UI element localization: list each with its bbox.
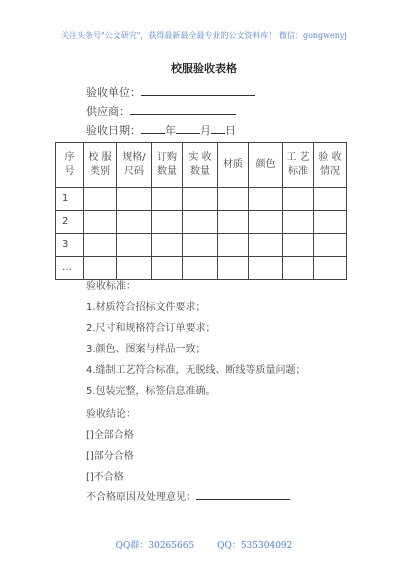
table-cell[interactable] [84,211,117,234]
column-header-text: 材质 [223,159,243,170]
day-input-line[interactable] [211,122,225,134]
table-cell[interactable] [117,211,152,234]
unit-field [86,84,255,100]
inspection-table [55,142,347,280]
table-cell[interactable] [218,234,249,257]
column-header [152,143,183,188]
unit-label: 验收单位： [86,86,141,99]
table-cell[interactable] [249,257,283,280]
table-cell[interactable] [152,211,183,234]
column-header-text: 订购 [157,152,177,163]
table-cell[interactable] [249,234,283,257]
column-header-text: 类别 [90,166,110,177]
supplier-label: 供应商： [86,105,130,118]
column-header [117,143,152,188]
footer-qq: QQ：535304092 [217,541,293,551]
table-row [56,234,347,257]
supplier-field [86,103,236,119]
standard-item: 1.材质符合招标文件要求； [86,302,206,313]
table-cell[interactable] [183,234,218,257]
year-label: 年 [165,124,176,137]
column-header-text: 实 收 [188,152,212,163]
table-cell[interactable] [314,234,347,257]
conclusion-heading: 验收结论： [86,409,136,420]
standard-item: 3.颜色、图案与样品一致； [86,344,206,355]
column-header-text: 序 [64,152,75,163]
row-number: 3 [56,234,84,257]
column-header [84,143,117,188]
conclusion-option[interactable]: []不合格 [86,472,124,483]
table-cell[interactable] [283,234,314,257]
standard-item: 5.包装完整，标签信息准确。 [86,386,216,397]
row-number: 2 [56,211,84,234]
document-title: 校服验收表格 [171,62,237,75]
table-cell[interactable] [183,188,218,211]
column-header [249,143,283,188]
column-header-text: 标准 [288,166,308,177]
table-cell[interactable] [117,188,152,211]
table-cell[interactable] [183,257,218,280]
column-header [314,143,347,188]
standard-item: 4.缝制工艺符合标准，无脱线、断线等质量问题； [86,365,306,376]
table-cell[interactable] [183,211,218,234]
column-header [283,143,314,188]
conclusion-option[interactable]: []部分合格 [86,451,134,462]
header-banner: 关注头条号"公文研究"，获得最新最全最专业的公文资料库！ 微信：gongwenyj [61,31,347,40]
table-cell[interactable] [84,234,117,257]
column-header-text: 验 收 [318,152,342,163]
table-cell[interactable] [283,257,314,280]
column-header [56,143,84,188]
table-cell[interactable] [218,211,249,234]
column-header-text: 工 艺 [286,152,310,163]
year-input-line[interactable] [141,122,165,134]
day-label: 日 [225,124,236,137]
table-header-row [56,143,347,188]
month-input-line[interactable] [176,122,200,134]
table-cell[interactable] [283,211,314,234]
column-header-text: 尺码 [124,166,144,177]
reason-input-line[interactable] [196,488,290,500]
table-cell[interactable] [84,188,117,211]
column-header-text: 数量 [157,166,177,177]
date-field [86,122,236,138]
table-cell[interactable] [117,234,152,257]
table-cell[interactable] [249,211,283,234]
column-header-text: 情况 [320,166,340,177]
column-header-text: 号 [64,166,75,177]
standard-item: 2.尺寸和规格符合订单要求； [86,323,216,334]
month-label: 月 [200,124,211,137]
reason-field [86,488,290,503]
footer [0,538,408,551]
column-header-text: 校 服 [88,152,112,163]
column-header-text: 规格/ [122,152,146,163]
conclusion-option[interactable]: []全部合格 [86,430,134,441]
reason-label: 不合格原因及处理意见： [86,492,196,503]
table-row [56,188,347,211]
row-number: 1 [56,188,84,211]
column-header [218,143,249,188]
footer-qq-group: QQ群：30265665 [115,541,195,551]
table-row [56,211,347,234]
standards-heading: 验收标准： [86,281,136,292]
table-cell[interactable] [314,188,347,211]
column-header-text: 数量 [190,166,210,177]
table-cell[interactable] [152,234,183,257]
unit-input-line[interactable] [141,84,255,96]
table-cell[interactable] [152,257,183,280]
table-cell[interactable] [218,188,249,211]
row-number: … [56,257,84,280]
column-header-text: 颜色 [255,159,276,170]
column-header [183,143,218,188]
table-cell[interactable] [314,211,347,234]
table-cell[interactable] [283,188,314,211]
supplier-input-line[interactable] [130,103,236,115]
table-cell[interactable] [249,188,283,211]
table-cell[interactable] [218,257,249,280]
table-cell[interactable] [152,188,183,211]
table-cell[interactable] [314,257,347,280]
date-label: 验收日期： [86,124,141,137]
